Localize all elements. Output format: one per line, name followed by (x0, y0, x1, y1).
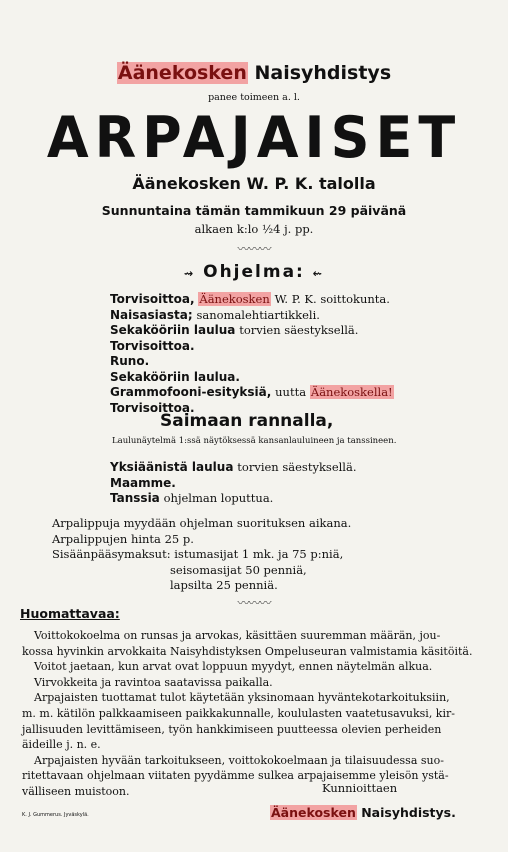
program-list (110, 292, 394, 416)
time-line: alkaen k:lo ½4 j. pp. (194, 222, 314, 236)
program-item: Maamme. (110, 475, 176, 490)
program-item: Grammofooni-esityksiä, uutta Äänekoskella! (110, 385, 393, 399)
venue-line: Äänekosken W. P. K. talolla (132, 174, 376, 193)
program-list-2 (110, 460, 357, 507)
organizer-rest: Naisyhdistys (254, 62, 392, 84)
program-item: Sekakööriin laulua. (110, 369, 240, 384)
notice-line: jallisuuden levittämiseen, työn hankkimiseen puutteessa olevien perheiden (22, 722, 442, 736)
ticket-line: Arpalippujen hinta 25 p. (52, 531, 194, 546)
printer-credit: K. J. Gummerus. Jyväskylä. (22, 812, 89, 818)
notice-line: Virvokkeita ja ravintoa saatavissa paikalla. (34, 675, 273, 689)
program-item: Runo. (110, 354, 150, 368)
ticket-line: Arpalippuja myydään ohjelman suorituksen aikana. (52, 516, 352, 530)
decorative-divider: 〰〰〰 (237, 242, 271, 256)
signature-rest: Naisyhdistys. (361, 805, 456, 820)
notice-line: Arpajaisten tuottamat tulot käytetään yksinomaan hyväntekotarkoituksiin, (34, 691, 450, 705)
date-line: Sunnuntaina tämän tammikuun 29 päivänä (101, 203, 407, 218)
notice-line: kossa hyvinkin arvokkaita Naisyhdistyksen Ompeluseuran valmistamia käsitöitä. (22, 644, 473, 658)
signature (270, 805, 456, 820)
play-title: Saimaan rannalla, (160, 411, 334, 431)
program-item: Tanssia ohjelman loputtua. (110, 491, 274, 505)
closing: Kunnioittaen (322, 781, 398, 795)
program-item: Sekakööriin laulua torvien säestyksellä. (110, 323, 359, 337)
program-item: Yksiäänistä laulua torvien säestyksellä. (110, 460, 357, 474)
notice-line: äideille j. n. e. (22, 738, 101, 752)
notice-line: Voitot jaetaan, kun arvat ovat loppuun myydyt, ennen näytelmän alkua. (34, 660, 433, 674)
notice-line: Voittokokoelma on runsas ja arvokas, käsittäen suuremman määrän, jou- (34, 629, 441, 642)
play-subtitle: Laulunäytelmä 1:ssä näytöksessä kansanlauluineen ja tanssineen. (112, 436, 397, 446)
program-item: Torvisoittoa. (110, 338, 195, 353)
decorative-divider: 〰〰〰 (237, 596, 271, 610)
program-item: Torvisoittoa. (110, 400, 195, 415)
notice-line: m. m. kätilön palkkaamiseen paikkakunnalle, koululasten vaatetusavuksi, kir- (22, 706, 455, 720)
ticket-line: seisomasijat 50 penniä, (170, 562, 307, 577)
notice-heading: Huomattavaa: (20, 606, 120, 621)
notice-line: välliseen muistoon. (22, 784, 130, 798)
organizer-name (0, 62, 508, 84)
ticket-info (52, 516, 351, 594)
ticket-line: Sisäänpääsymaksut: istumasijat 1 mk. ja 75 p:niä, (52, 547, 344, 561)
program-item: Torvisoittoa, Äänekosken W. P. K. soittokunta. (110, 292, 390, 306)
subline: panee toimeen a. l. (208, 92, 300, 103)
signature-highlight: Äänekosken (271, 805, 356, 820)
program-heading-text: Ohjelma: (203, 262, 305, 282)
ticket-line: lapsilta 25 penniä. (170, 578, 278, 592)
notice-line: ritettavaan ohjelmaan viitaten pyydämme sulkea arpajaisemme yleisön ystä- (22, 769, 449, 783)
organizer-highlight: Äänekosken (117, 62, 247, 84)
poster-title: ARPAJAISET (46, 104, 462, 171)
program-item: Naisasiasta; sanomalehtiartikkeli. (110, 307, 320, 322)
notice-body (22, 628, 472, 800)
program-heading: ⇝ Ohjelma: ⇜ (183, 262, 324, 282)
notice-line: Arpajaisten hyvään tarkoitukseen, voittokokoelmaan ja tilaisuudessa suo- (34, 753, 444, 767)
